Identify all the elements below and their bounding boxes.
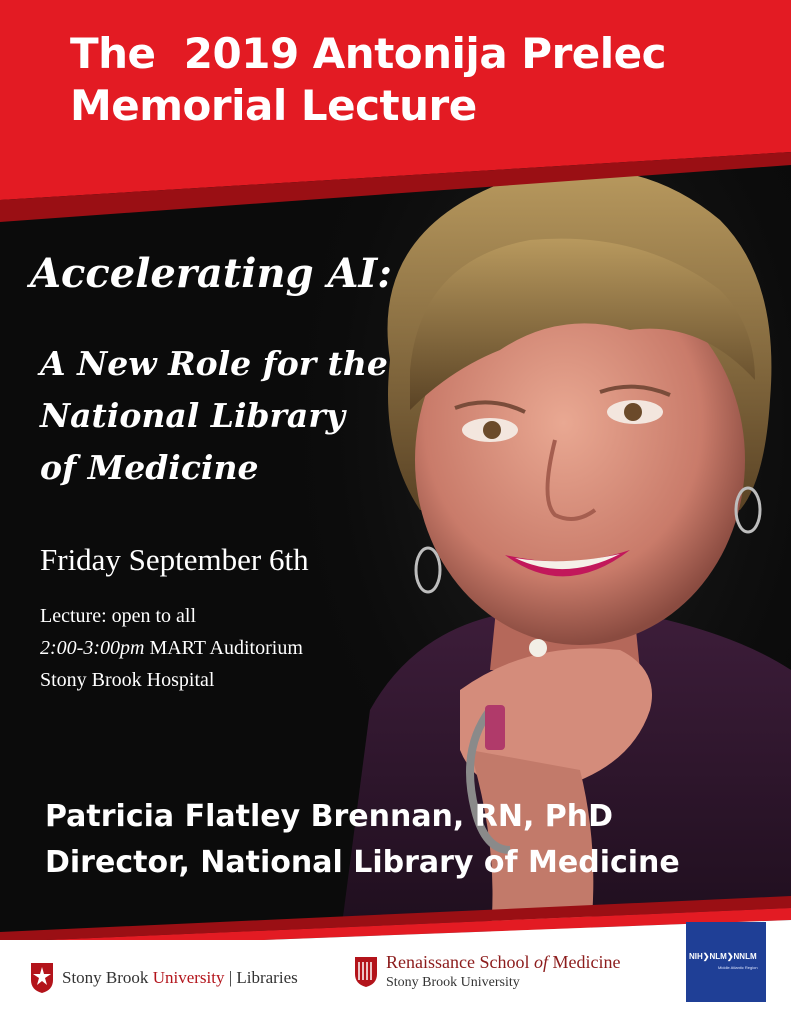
nnlm-logo-row	[689, 952, 757, 961]
event-venue: MART Auditorium	[149, 637, 303, 659]
sbu-name: Stony Brook	[62, 968, 153, 987]
event-details	[40, 600, 303, 696]
event-time: 2:00-3:00pm	[40, 637, 145, 659]
rsom-university: Stony Brook University	[386, 975, 520, 990]
nih-label: NIH	[689, 952, 703, 961]
title-banner	[0, 0, 791, 240]
event-access: Lecture: open to all	[40, 605, 197, 627]
nnlm-label: NNLM	[733, 952, 757, 961]
chevron-right-icon: ❯	[702, 952, 710, 961]
renaissance-school-label	[386, 952, 620, 991]
poster-title-line2: Memorial Lecture	[70, 81, 477, 130]
poster-title	[70, 28, 770, 132]
event-time-venue	[40, 632, 303, 664]
nnlm-region: Middle Atlantic Region	[718, 965, 758, 970]
sbu-university: University	[152, 968, 225, 987]
sbu-libraries: | Libraries	[224, 968, 298, 987]
nnlm-logo	[686, 922, 766, 1002]
speaker-block	[45, 794, 680, 886]
sbu-libraries-label	[62, 968, 298, 988]
shield-icon	[354, 956, 378, 988]
speaker-name: Patricia Flatley Brennan, RN, PhD	[45, 799, 614, 834]
sbu-libraries-logo	[30, 962, 298, 994]
chevron-right-icon: ❯	[726, 952, 734, 961]
renaissance-school-logo	[354, 952, 620, 991]
speaker-role: Director, National Library of Medicine	[45, 845, 680, 880]
shield-icon	[30, 962, 54, 994]
talk-title: Accelerating AI:	[30, 250, 392, 297]
nlm-label: NLM	[709, 952, 727, 961]
event-date: Friday September 6th	[40, 542, 309, 577]
sponsor-footer	[0, 940, 791, 1024]
rsom-name-of: of	[533, 952, 548, 972]
rsom-name-part3: Medicine	[547, 952, 621, 972]
rsom-name	[386, 952, 620, 973]
rsom-name-part1: Renaissance School	[386, 952, 534, 972]
poster-title-line1: The 2019 Antonija Prelec	[70, 29, 667, 78]
event-location: Stony Brook Hospital	[40, 669, 215, 691]
talk-subtitle: A New Role for the National Library of Medicine	[40, 344, 388, 487]
